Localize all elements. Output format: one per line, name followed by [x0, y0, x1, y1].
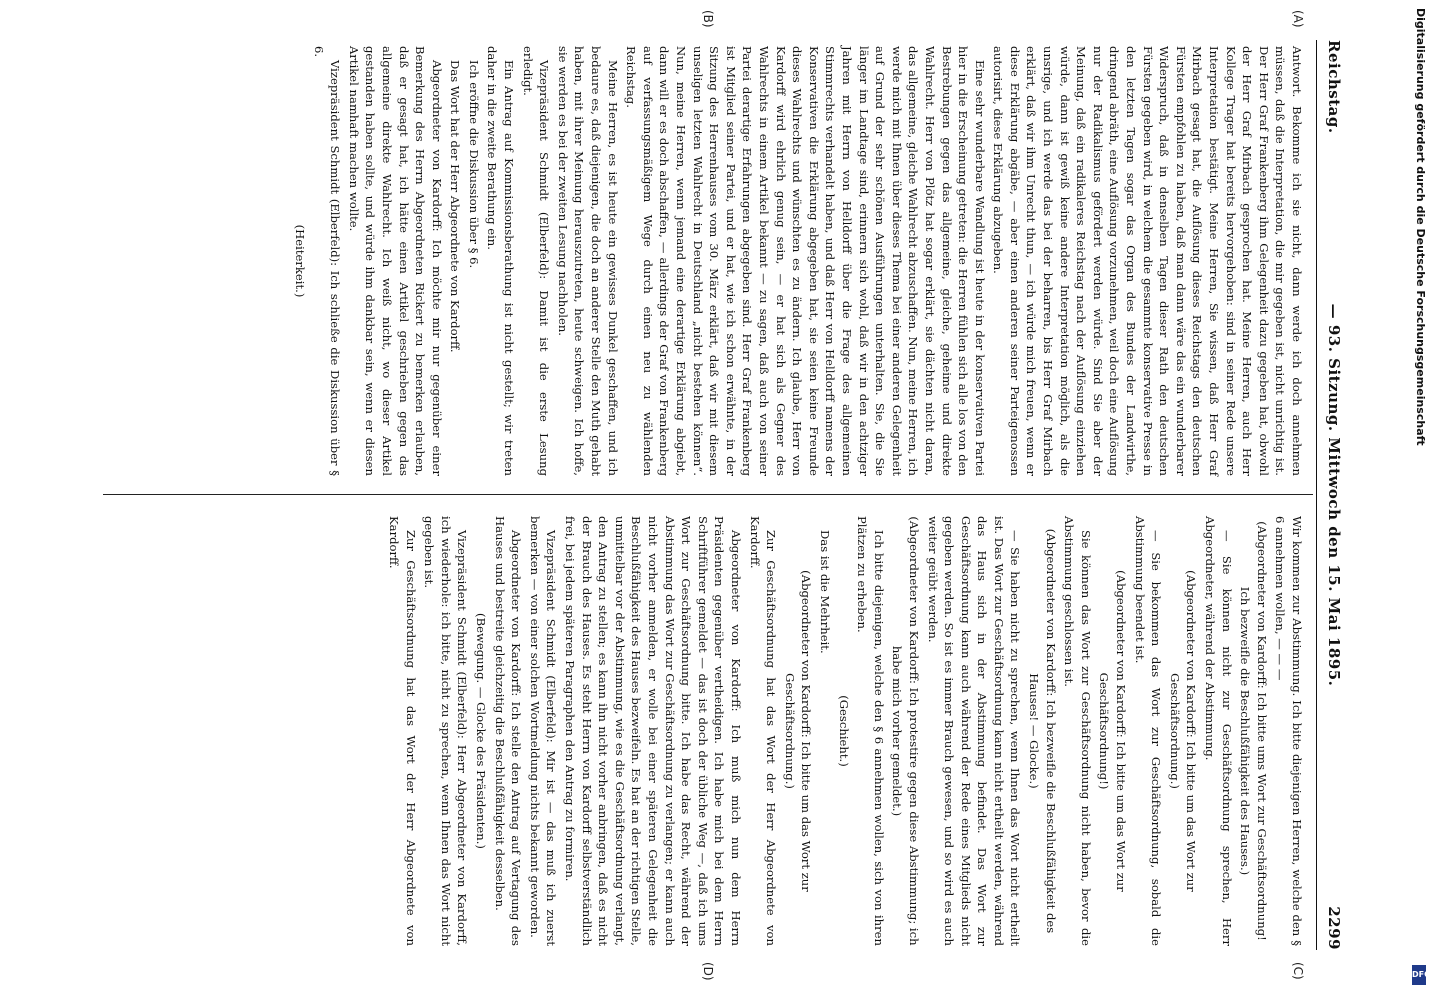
left-column	[289, 46, 1305, 476]
header-left: Reichstag.	[1325, 40, 1343, 134]
paragraph: (Abgeordneter von Kardorff: Ich bitte um das Wort zur Geschäftsordnung.)	[1167, 570, 1199, 892]
paragraph: Eine sehr wunderbare Wandlung ist heute in der konservativen Partei hier in die Erscheinung getreten: die Herren fühlen sich alle los von den Bestrebungen gegen das allgemeine, gleiche, geheime und direkte Wahlrecht. Herr von Plötz hat sogar erklärt, sie dächten nicht daran, das allgemeine, gleiche Wahlrecht abzuschaffen. Nun, meine Herren, ich werde mich mit Ihnen über dieses Thema bei einer anderen Gelegenheit auf Grund der sehr schönen Ausführungen unterhalten. Sie, die Sie länger im Landtage sind, erinnern sich wohl, daß wir in den achtziger Jahren mit Herrn von Helldorff über die Frage des allgemeinen Stimmrechts verhandelt haben, und daß Herr von Helldorff namens der Konservativen die Erklärung abgegeben hat, sie seien keine Freunde dieses Wahlrechts und wünschten es zu ändern. Ich glaube, Herr von Kardorff wird ehrlich genug sein, — er hat sich als Gegner des Wahlrechts in einem Artikel bekannt — zu sagen, daß auch von seiner Partei derartige Erfahrungen abgegeben sind. Herr Graf Frankenberg ist Mitglied seiner Partei, und er hat, wie ich schon erwähnte, in der Sitzung des Herrenhauses vom 30. März erklärt, daß wir mit diesem unseligen letzten Wahlrecht in Deutschland „nicht bestehen können“. Nun, meine Herren, wenn jemand eine derartige Erklärung abgiebt, dann will er es doch abschaffen, — allerdings der Graf von Frankenberg auf verfassungsmäßigem Wege durch einen neu zu wählenden Reichstag.	[624, 46, 987, 476]
paragraph: Abgeordneter von Kardorff: Ich stelle den Antrag auf Vertagung des Hauses und bestreite gleichzeitig die Beschlußfähigkeit desselben.	[492, 516, 524, 946]
paragraph: Antwort. Bekomme ich sie nicht, dann werde ich doch annehmen müssen, daß die Interpretation, die mir gegeben ist, nicht unrichtig ist. Der Herr Graf Frankenberg ihm Gelegenheit dazu gegeben hat, obwohl der Herr Graf Mirbach gesprochen hat. Meine Herren, auch Herr Kollege Trager hat bereits hervorgehoben: sind in seiner Rede unsere Interpretation bestätigt. Meine Herren, Sie wissen, daß Herr Graf Mirbach gesagt hat, die Auflösung dieses Reichstags den deutschen Fürsten empfohlen zu haben, daß man dann wäre das ein wunderbarer Widerspruch, daß in denselben Tagen dieser Rath den deutschen Fürsten gegeben wird, in welchem die gesammte konservative Presse in den letzten Tagen sogar das Organ des Bundes der Landwirthe, dringend abräth, eine Auflösung vorzunehmen, weil doch eine Auflösung nur der Radikalismus gefördert werden würde. Sind Sie aber der Meinung, daß ein radikaleres Reichstag nach der Auflösung einziehen würde, dann ist gewiß keine andere Interpretation möglich, als die unsrige, und ich werde das bei der beharren, bis Herr Graf Mirbach erklärt, daß wir ihm Unrecht thun, — ich würde mich freuen, wenn er diese Erklärung abgäbe, — aber einen anderen seiner Parteigenossen autorisirt, diese Erklärung abzugeben.	[991, 46, 1304, 476]
paragraph: Vizepräsident Schmidt (Elberfeld): Herr Abgeordneter von Kardorff, ich wiederhole: ich bitte, nicht zu sprechen, wenn Ihnen das Wort nicht gegeben ist.	[422, 516, 470, 946]
paragraph: Das Wort hat der Herr Abgeordnete von Kardorff.	[448, 60, 463, 353]
paragraph: Abgeordneter von Kardorff: Ich möchte mir nur gegenüber einer Bemerkung des Herrn Abgeordneten Rickert zu bemerken erlauben, daß er gesagt hat, ich hätte einen Artikel geschrieben gegen das allgemeine direkte Wahlrecht. Ich weiß nicht, wo dieser Artikel gestanden haben sollte, und würde ihm dankbar sein, wenn er diesen Artikel namhaft machen wollte.	[346, 46, 444, 476]
paragraph: Zur Geschäftsordnung hat das Wort der Herr Abgeordnete von Kardorff.	[387, 516, 418, 946]
paragraph: Das ist die Mehrheit.	[817, 530, 832, 654]
right-column	[384, 516, 1305, 946]
paragraph: Vizepräsident Schmidt (Elberfeld): Damit ist die erste Lesung erledigt.	[520, 46, 552, 476]
paragraph: (Abgeordneter von Kardorff: Ich bezweifle die Beschlußfähigkeit des Hauses! — Glocke.)	[1027, 528, 1058, 934]
paragraph: (Abgeordneter von Kardorff: Ich bitte um das Wort zur Geschäftsordnung.)	[782, 570, 814, 892]
paragraph: Wir kommen zur Abstimmung. Ich bitte diejenigen Herren, welche den § 6 annehmen wollen, — — —	[1273, 516, 1304, 946]
paragraph: (Abgeordneter von Kardorff: Ich bitte ums Wort zur Geschäftsordnung! Ich bezweifle die Beschlußfähigkeit des Hauses.)	[1238, 521, 1269, 941]
paragraph: (Abgeordneter von Kardorff: Ich bitte um das Wort zur Geschäftsordnung!)	[1097, 570, 1129, 892]
paragraph: — Sie haben nicht zu sprechen, wenn Ihnen das Wort nicht ertheilt ist. Das Wort zur Geschäftsordnung kann nicht ertheilt werden, während das Haus sich in der Abstimmung befindet. Das Wort zur Geschäftsordnung kann auch während der Rede eines Mitglieds nicht gegeben werden. So ist es immer Brauch gewesen, und so wird es auch weiter geübt werden.	[925, 516, 1023, 946]
column-separator	[103, 494, 1313, 495]
header-middle: — 93. Sitzung. Mittwoch den 15. Mai 1895.	[1325, 303, 1343, 687]
margin-marker-c: (C)	[1291, 962, 1305, 980]
paragraph: Vizepräsident Schmidt (Elberfeld): Ich schließe die Diskussion über § 6.	[311, 46, 343, 476]
digitization-footer	[1408, 0, 1432, 1000]
footer-text: Digitalisierung gefördert durch die Deutsche Forschungsgemeinschaft	[1414, 8, 1427, 446]
margin-marker-d: (D)	[701, 962, 715, 981]
paragraph: (Heiterkeit.)	[292, 224, 307, 298]
paragraph: (Geschieht.)	[836, 695, 851, 767]
paragraph: (Abgeordneter von Kardorff: Ich protestire gegen diese Abstimmung; ich habe mich vorher gemeldet.)	[890, 516, 921, 946]
paragraph: (Bewegung. — Glocke des Präsidenten.)	[474, 613, 489, 849]
paragraph: Ich eröffne die Diskussion über § 6.	[466, 60, 481, 269]
margin-marker-b: (B)	[701, 10, 715, 28]
paragraph: — Sie können nicht zur Geschäftsordnung sprechen, Herr Abgeordneter, während der Abstimmung.	[1203, 516, 1234, 946]
paragraph: Sie können das Wort zur Geschäftsordnung nicht haben, bevor die Abstimmung geschlossen ist.	[1062, 516, 1093, 946]
paragraph: Ein Antrag auf Kommissionsberathung ist nicht gestellt; wir treten daher in die zweite Berathung ein.	[485, 46, 517, 476]
paragraph: Meine Herren, es ist heute ein gewisses Dunkel geschaffen, und ich bedaure es, daß diejenigen, die doch an anderer Stelle den Muth gehabt haben, mit ihrer Meinung herauszutreten, heute schweigen. Ich hoffe, sie werden es bei der zweiten Lesung nachholen.	[555, 46, 620, 476]
paragraph: — Sie bekommen das Wort zur Geschäftsordnung, sobald die Abstimmung beendet ist.	[1132, 516, 1164, 946]
header-rule	[1316, 40, 1317, 950]
page-header	[1321, 40, 1343, 950]
paragraph: Vizepräsident Schmidt (Elberfeld): Mir ist — das muß ich zuerst bemerken — von einer solchen Wortmeldung nichts bekannt geworden.	[527, 516, 559, 946]
paragraph: Abgeordneter von Kardorff: Ich muß mich nun dem Herrn Präsidenten gegenüber vertheidigen. Ich habe mich bei dem Herrn Schriftführer gemeldet — das ist doch der übliche Weg —, daß ich ums Wort zur Geschäftsordnung bitte. Ich habe das Recht, während der Abstimmung das Wort zur Geschäftsordnung zu verlangen; er kann auch nicht vorher anmelden, er wolle bei einer späteren Gelegenheit die Beschlußfähigkeit des Hauses bezweifeln. Es hat an der richtigen Stelle, unmittelbar vor der Abstimmung, wie es die Geschäftsordnung verlangt, den Antrag zu stellen; es kann ihn nicht vorher anbringen, daß es nicht der Brauch des Hauses. Es steht Herrn von Kardorff selbstverständlich frei, bei jedem späteren Paragraphen den Antrag zu formiren.	[563, 516, 743, 946]
paragraph: Zur Geschäftsordnung hat das Wort der Herr Abgeordnete von Kardorff.	[747, 516, 779, 946]
dfg-logo: DFG	[1412, 965, 1426, 985]
margin-marker-a: (A)	[1291, 10, 1305, 28]
paragraph: Ich bitte diejenigen, welche den § 6 annehmen wollen, sich von ihren Plätzen zu erheben.	[855, 516, 886, 946]
page-number: 2299	[1325, 906, 1343, 950]
